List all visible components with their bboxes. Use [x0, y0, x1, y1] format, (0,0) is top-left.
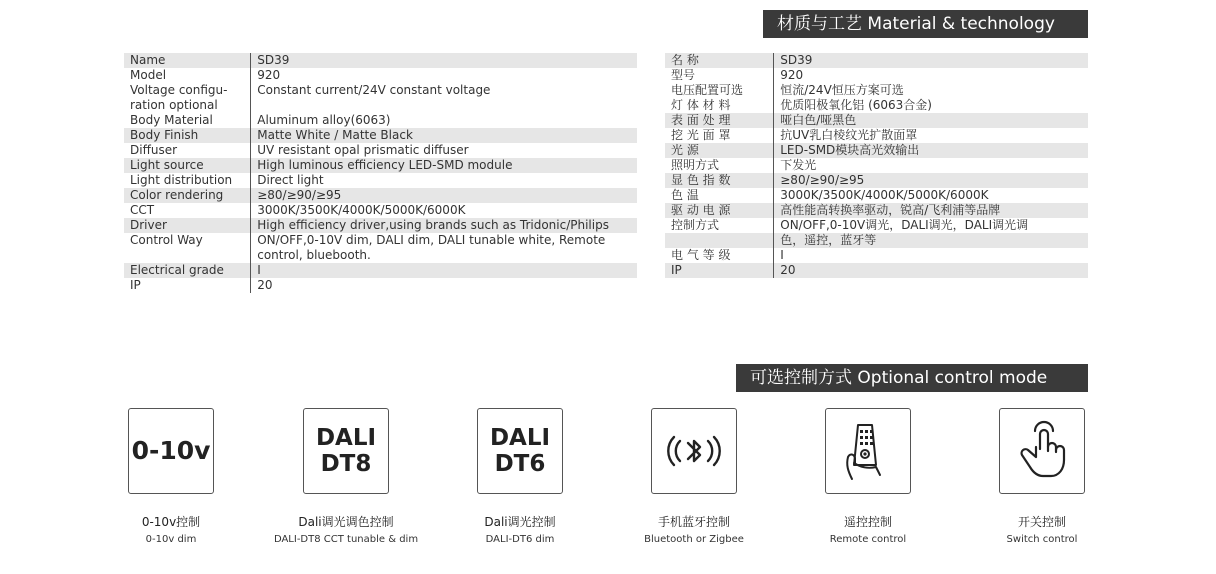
spec-value: 20	[774, 263, 1088, 278]
spec-row	[665, 83, 1088, 98]
spec-key: Model	[124, 68, 251, 83]
spec-value: 恒流/24V恒压方案可选	[780, 83, 904, 97]
spec-row	[665, 158, 1088, 173]
spec-value: ON/OFF,0-10V dim, DALI dim, DALI tunable white, Remote control, bluebooth.	[257, 233, 606, 262]
mode-label-en: DALI-DT6 dim	[485, 534, 555, 545]
spec-row	[124, 53, 637, 68]
spec-row	[665, 53, 1088, 68]
spec-row	[124, 278, 637, 293]
remote-control-icon	[838, 419, 898, 483]
spec-key: IP	[124, 278, 251, 293]
spec-key: 名 称	[665, 53, 774, 68]
spec-value: ON/OFF,0-10V调光，DALI调光，DALI调光调	[780, 218, 1029, 232]
spec-row	[665, 128, 1088, 143]
spec-value: 抗UV乳白棱纹光扩散面罩	[780, 128, 918, 142]
spec-row	[665, 188, 1088, 203]
spec-value: I	[780, 248, 784, 262]
spec-key: 光 源	[665, 143, 774, 158]
spec-row	[665, 263, 1088, 278]
spec-row	[124, 218, 637, 233]
spec-row	[124, 68, 637, 83]
spec-key: Electrical grade	[124, 263, 251, 278]
mode-label-cn: 开关控制	[1017, 515, 1066, 529]
spec-row	[124, 143, 637, 158]
spec-key: Voltage configu-ration optional	[124, 83, 251, 113]
hand-tap-icon	[1012, 419, 1072, 483]
spec-value: I	[251, 263, 637, 278]
spec-key: Name	[124, 53, 251, 68]
spec-value: 3000K/3500K/4000K/5000K/6000K	[780, 188, 989, 202]
control-mode-dali-dt8	[273, 408, 419, 545]
control-mode-0-10v	[128, 408, 214, 545]
spec-row	[124, 158, 637, 173]
spec-key: IP	[665, 263, 774, 278]
spec-value: 3000K/3500K/4000K/5000K/6000K	[257, 203, 466, 217]
spec-value: Matte White / Matte Black	[251, 128, 637, 143]
spec-row	[124, 233, 637, 263]
spec-row	[665, 113, 1088, 128]
dali-dt6-text: DALI DT6	[489, 425, 551, 477]
mode-label-cn: Dali调光控制	[484, 515, 556, 529]
spec-value: 920	[780, 68, 804, 82]
bluetooth-box	[651, 408, 737, 494]
mode-label-en: Bluetooth or Zigbee	[644, 534, 744, 545]
spec-row	[124, 128, 637, 143]
control-mode-dali-dt6	[477, 408, 563, 545]
mode-label-en: Remote control	[829, 534, 907, 545]
spec-row	[665, 68, 1088, 83]
mode-label-cn: 手机蓝牙控制	[657, 515, 730, 529]
spec-value: 优质阳极氧化铝 (6063合金)	[780, 98, 932, 112]
mode-label-en: DALI-DT8 CCT tunable & dim	[273, 534, 419, 545]
spec-key: Diffuser	[124, 143, 251, 158]
spec-row	[665, 218, 1088, 233]
remote-control-box	[825, 408, 911, 494]
spec-value: High efficiency driver,using brands such as Tridonic/Philips	[251, 218, 637, 233]
spec-value: 高性能高转换率驱动，锐高/飞利浦等品牌	[774, 203, 1088, 218]
spec-value: Constant current/24V constant voltage	[257, 83, 491, 97]
spec-value: 色，遥控，蓝牙等	[774, 233, 1088, 248]
dali-dt6-box	[477, 408, 563, 494]
spec-row	[124, 173, 637, 188]
spec-value: 920	[257, 68, 281, 82]
dali-dt8-box	[303, 408, 389, 494]
spec-key: 显 色 指 数	[665, 173, 774, 188]
spec-value: High luminous efficiency LED-SMD module	[251, 158, 637, 173]
spec-key: Body Finish	[124, 128, 251, 143]
spec-row	[665, 173, 1088, 188]
spec-key: Driver	[124, 218, 251, 233]
spec-value: ≥80/≥90/≥95	[774, 173, 1088, 188]
mode-label-cn: 0-10v控制	[141, 515, 201, 529]
spec-key: 电压配置可选	[665, 83, 774, 98]
spec-key: 挖 光 面 罩	[665, 128, 774, 143]
spec-row	[124, 188, 637, 203]
spec-key: CCT	[124, 203, 251, 218]
mode-label-en: 0-10v dim	[145, 534, 197, 545]
spec-key: Color rendering	[124, 188, 251, 203]
spec-key: 色 温	[665, 188, 774, 203]
spec-row	[124, 203, 637, 218]
spec-key: Control Way	[124, 233, 251, 263]
spec-value: 下发光	[780, 158, 817, 172]
spec-value: 哑白色/哑黑色	[774, 113, 1088, 128]
spec-row	[665, 98, 1088, 113]
spec-value: Aluminum alloy(6063)	[257, 113, 391, 127]
spec-key: 表 面 处 理	[665, 113, 774, 128]
control-mode-bluetooth	[644, 408, 744, 545]
spec-value: 20	[257, 278, 273, 292]
spec-value: SD39	[774, 53, 1088, 68]
spec-row	[124, 263, 637, 278]
spec-row	[665, 248, 1088, 263]
spec-row	[665, 233, 1088, 248]
material-technology-banner: 材质与工艺 Material & technology	[763, 10, 1088, 38]
mode-label-cn: Dali调光调色控制	[298, 515, 394, 529]
control-mode-list	[128, 408, 1084, 558]
spec-value: UV resistant opal prismatic diffuser	[257, 143, 469, 157]
spec-key: 驱 动 电 源	[665, 203, 774, 218]
spec-key: Light distribution	[124, 173, 251, 188]
mode-label-en: Switch control	[1006, 534, 1078, 545]
spec-row	[665, 203, 1088, 218]
dali-dt8-text: DALI DT8	[315, 425, 377, 477]
spec-key: 控制方式	[665, 218, 774, 233]
spec-row	[124, 113, 637, 128]
zero-ten-v-box	[128, 408, 214, 494]
zero-ten-v-text: 0-10v	[131, 436, 211, 465]
control-mode-banner: 可选控制方式 Optional control mode	[736, 364, 1088, 392]
mode-label-cn: 遥控控制	[843, 515, 892, 529]
spec-value: LED-SMD模块高光效输出	[774, 143, 1088, 158]
spec-key: Body Material	[124, 113, 251, 128]
spec-key: 电 气 等 级	[665, 248, 774, 263]
control-mode-switch	[999, 408, 1085, 545]
bluetooth-icon	[662, 426, 726, 476]
spec-key: 型号	[665, 68, 774, 83]
spec-value: Direct light	[257, 173, 324, 187]
control-mode-remote	[825, 408, 911, 545]
spec-key	[665, 233, 774, 248]
spec-key: Light source	[124, 158, 251, 173]
spec-value: SD39	[251, 53, 637, 68]
switch-control-box	[999, 408, 1085, 494]
spec-key: 照明方式	[665, 158, 774, 173]
spec-table-chinese	[665, 53, 1088, 278]
spec-table-english	[124, 53, 637, 293]
spec-row	[124, 83, 637, 113]
spec-value: ≥80/≥90/≥95	[251, 188, 637, 203]
spec-row	[665, 143, 1088, 158]
spec-key: 灯 体 材 料	[665, 98, 774, 113]
